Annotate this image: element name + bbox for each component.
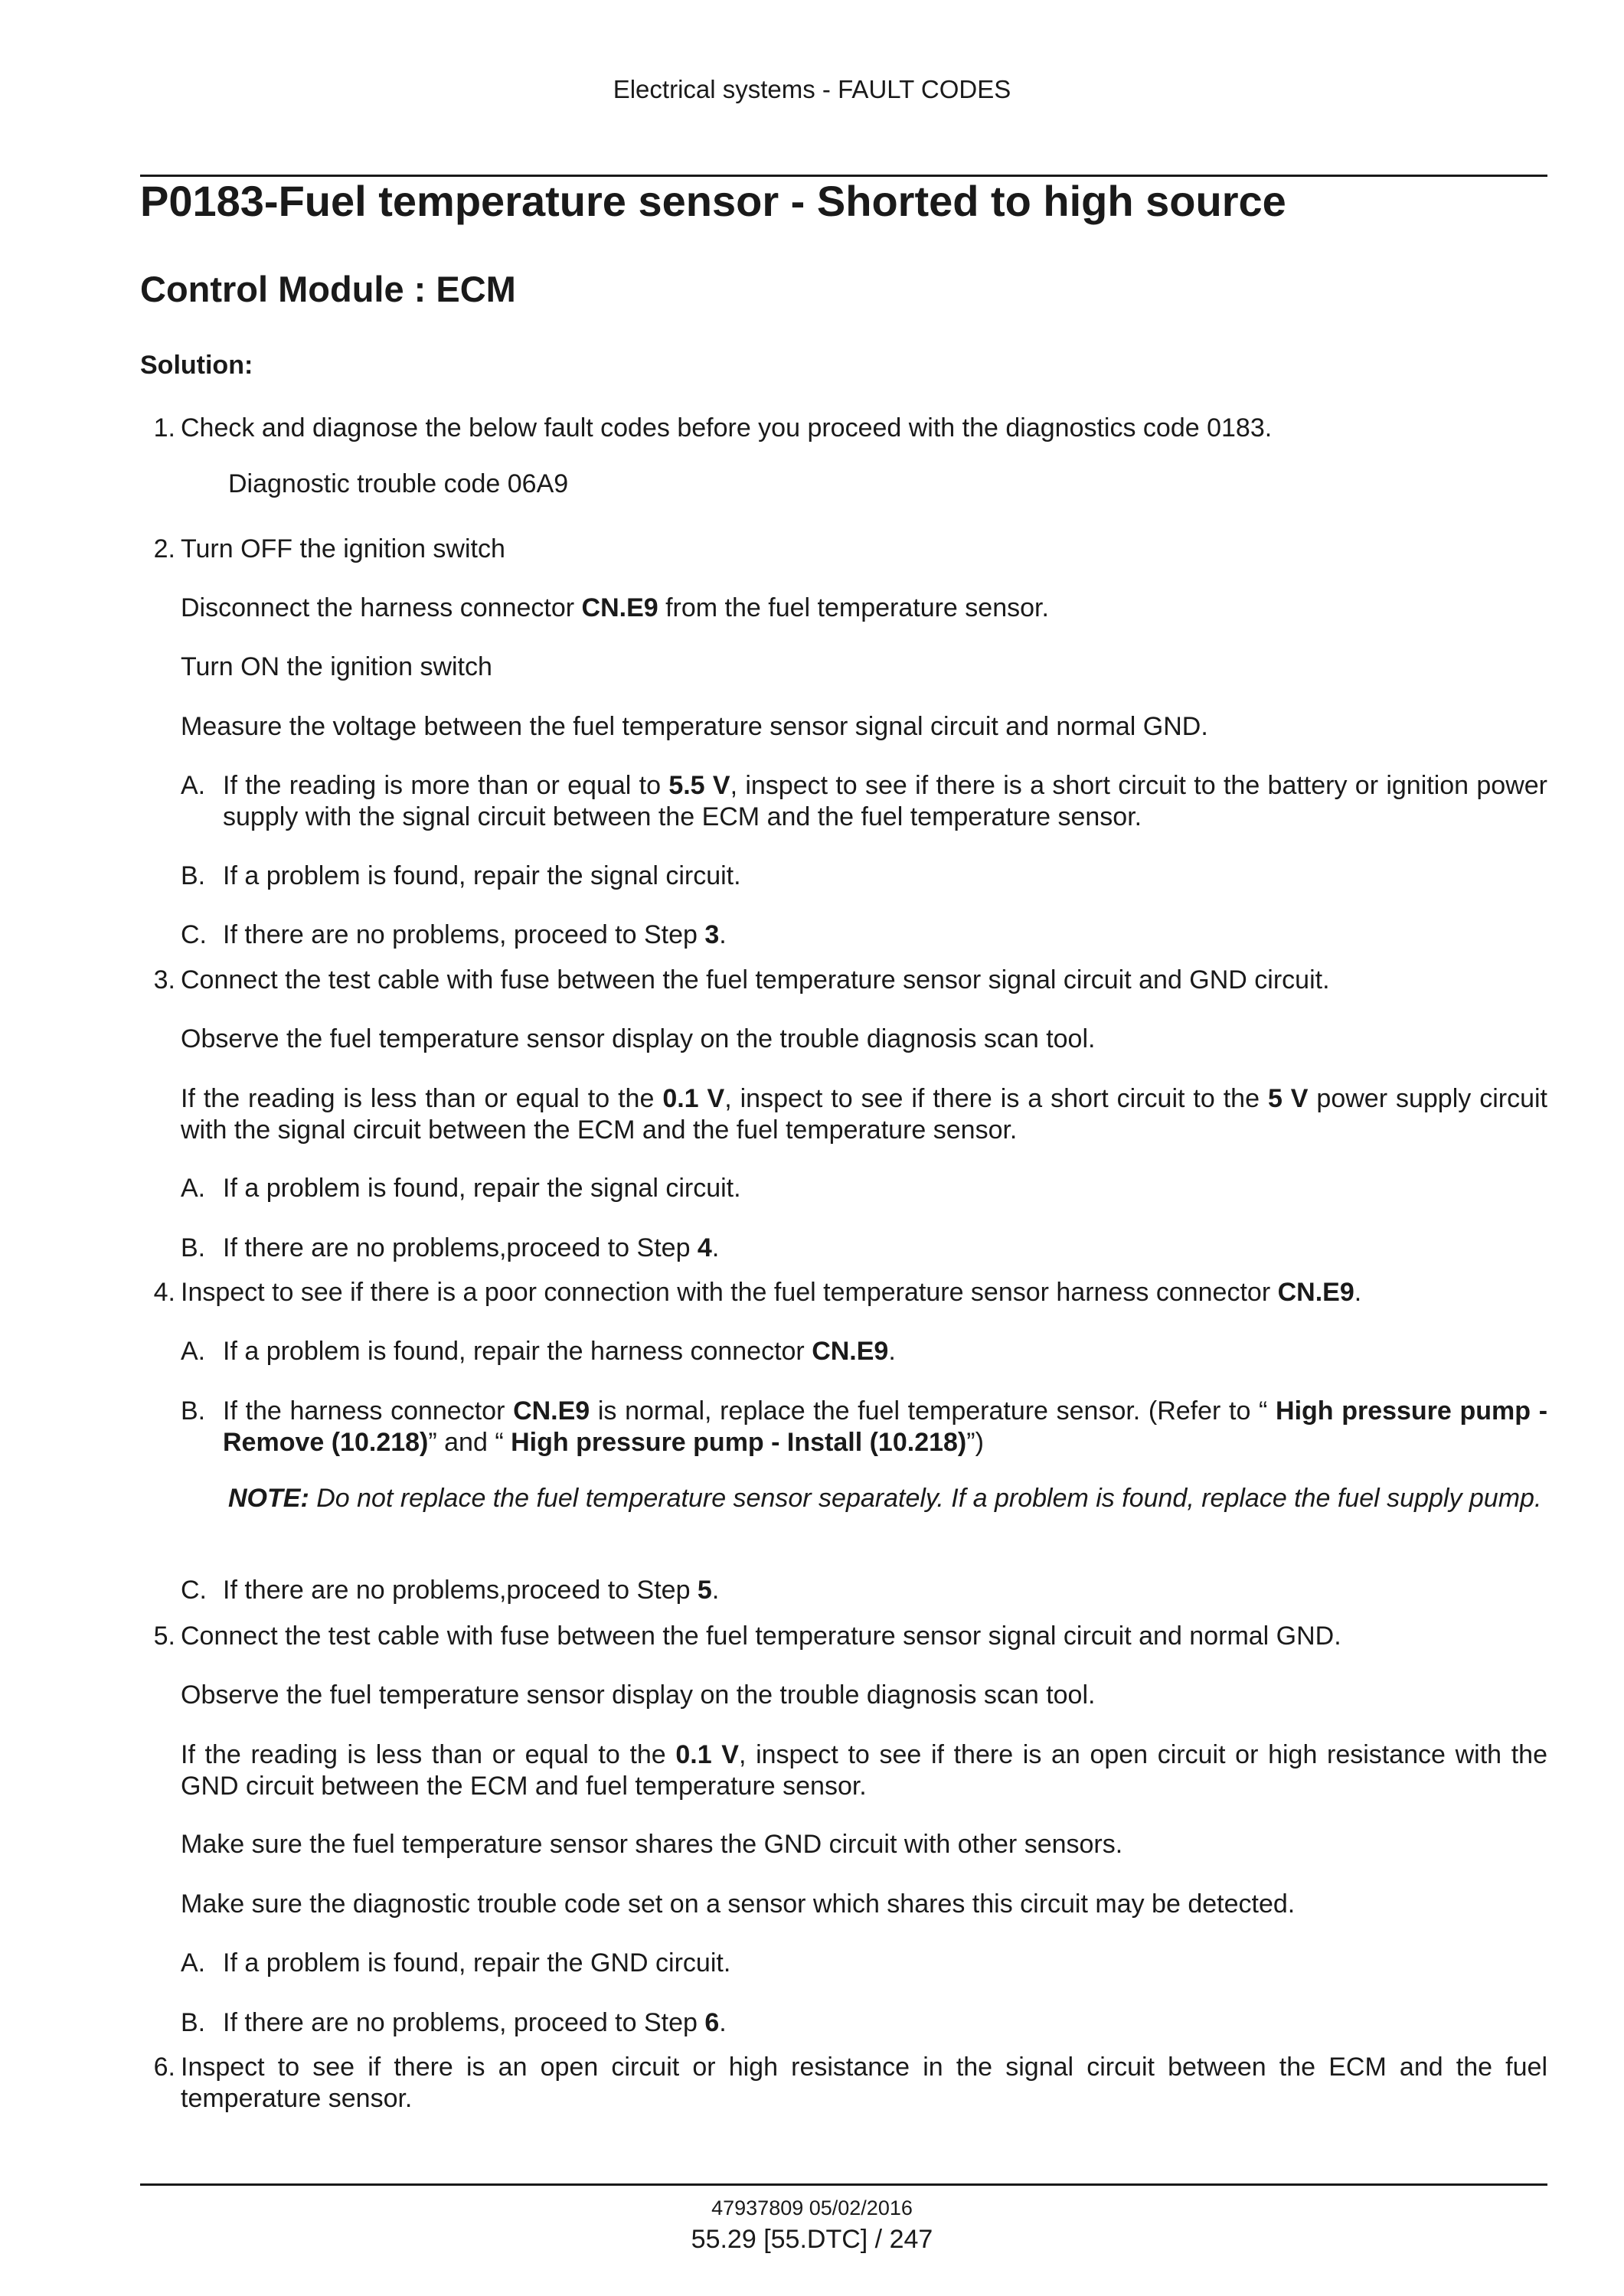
step-3-text: Connect the test cable with fuse between the fuel temperature sensor signal circuit and GND circuit. [181, 965, 1330, 994]
step-4-text: Inspect to see if there is a poor connection with the fuel temperature sensor harness connector CN.E9. [181, 1278, 1362, 1307]
step-4-number: 4. [153, 1278, 175, 1307]
step-4-b-text: If the harness connector CN.E9 is normal, replace the fuel temperature sensor. (Refer to “ High pressure pump - Remove (10.218)” and “ High pressure pump - Install (10.218)”) [223, 1396, 1548, 1457]
step-3-reading: If the reading is less than or equal to the 0.1 V, inspect to see if there is a short circuit to the 5 V power supply circuit with the signal circuit between the ECM and the fuel temperature sensor. [181, 1084, 1548, 1145]
footer-page-reference: 55.29 [55.DTC] / 247 [691, 2225, 933, 2254]
step-4-c-letter: C. [181, 1576, 207, 1605]
step-5-text: Connect the test cable with fuse between the fuel temperature sensor signal circuit and normal GND. [181, 1622, 1341, 1651]
step-1-trouble-code: Diagnostic trouble code 06A9 [228, 469, 569, 498]
step-5-detect-code: Make sure the diagnostic trouble code set on a sensor which shares this circuit may be detected. [181, 1889, 1296, 1919]
step-2-a-text: If the reading is more than or equal to 5.5 V, inspect to see if there is a short circuit to the battery or ignition power supply with the signal circuit between the ECM and the fuel temperature sensor. [223, 771, 1547, 831]
step-5-observe: Observe the fuel temperature sensor display on the trouble diagnosis scan tool. [181, 1680, 1096, 1710]
step-2-disconnect: Disconnect the harness connector CN.E9 from the fuel temperature sensor. [181, 593, 1049, 622]
step-6-number: 6. [153, 2053, 175, 2082]
step-5-reading: If the reading is less than or equal to the 0.1 V, inspect to see if there is an open circuit or high resistance with the GND circuit between the ECM and fuel temperature sensor. [181, 1740, 1548, 1801]
step-6-text: Inspect to see if there is an open circuit or high resistance in the signal circuit between the ECM and the fuel temperature sensor. [181, 2053, 1547, 2113]
running-header: Electrical systems - FAULT CODES [613, 75, 1011, 103]
step-5-b-letter: B. [181, 2008, 206, 2037]
step-5-b-text: If there are no problems, proceed to Step 6. [223, 2008, 727, 2037]
step-2-c-letter: C. [181, 920, 207, 949]
step-3-observe: Observe the fuel temperature sensor display on the trouble diagnosis scan tool. [181, 1024, 1096, 1053]
step-3-b-letter: B. [181, 1233, 206, 1262]
step-1-number: 1. [153, 413, 175, 443]
step-3-number: 3. [153, 965, 175, 994]
step-4-c-text: If there are no problems,proceed to Step 5. [223, 1576, 720, 1605]
step-2-turn-on: Turn ON the ignition switch [181, 652, 492, 681]
step-2-b-text: If a problem is found, repair the signal circuit. [223, 861, 741, 890]
step-1-text: Check and diagnose the below fault codes before you proceed with the diagnostics code 0183. [181, 413, 1273, 443]
solution-label: Solution: [140, 351, 253, 380]
step-2-a-letter: A. [181, 771, 206, 800]
step-5-a-letter: A. [181, 1948, 206, 1978]
footer-rule [140, 2183, 1547, 2186]
note-label: NOTE: [228, 1484, 309, 1513]
step-2-c-text: If there are no problems, proceed to Step 3. [223, 920, 727, 949]
control-module-heading: Control Module : ECM [140, 269, 516, 309]
step-5-shares-gnd: Make sure the fuel temperature sensor shares the GND circuit with other sensors. [181, 1830, 1123, 1859]
step-2-measure: Measure the voltage between the fuel temperature sensor signal circuit and normal GND. [181, 712, 1208, 741]
step-4-b-letter: B. [181, 1396, 206, 1426]
step-4-a-text: If a problem is found, repair the harness connector CN.E9. [223, 1337, 896, 1366]
footer-document-code: 47937809 05/02/2016 [711, 2196, 913, 2219]
step-3-a-letter: A. [181, 1174, 206, 1203]
step-5-number: 5. [153, 1622, 175, 1651]
step-4-a-letter: A. [181, 1337, 206, 1366]
step-4-note: NOTE: Do not replace the fuel temperature sensor separately. If a problem is found, replace the fuel supply pump. [228, 1484, 1542, 1513]
page-title: P0183-Fuel temperature sensor - Shorted to high source [140, 177, 1286, 225]
step-2-b-letter: B. [181, 861, 206, 890]
step-2-text: Turn OFF the ignition switch [181, 534, 505, 563]
step-3-b-text: If there are no problems,proceed to Step 4. [223, 1233, 720, 1262]
step-5-a-text: If a problem is found, repair the GND circuit. [223, 1948, 731, 1978]
step-3-a-text: If a problem is found, repair the signal circuit. [223, 1174, 741, 1203]
step-2-number: 2. [153, 534, 175, 563]
